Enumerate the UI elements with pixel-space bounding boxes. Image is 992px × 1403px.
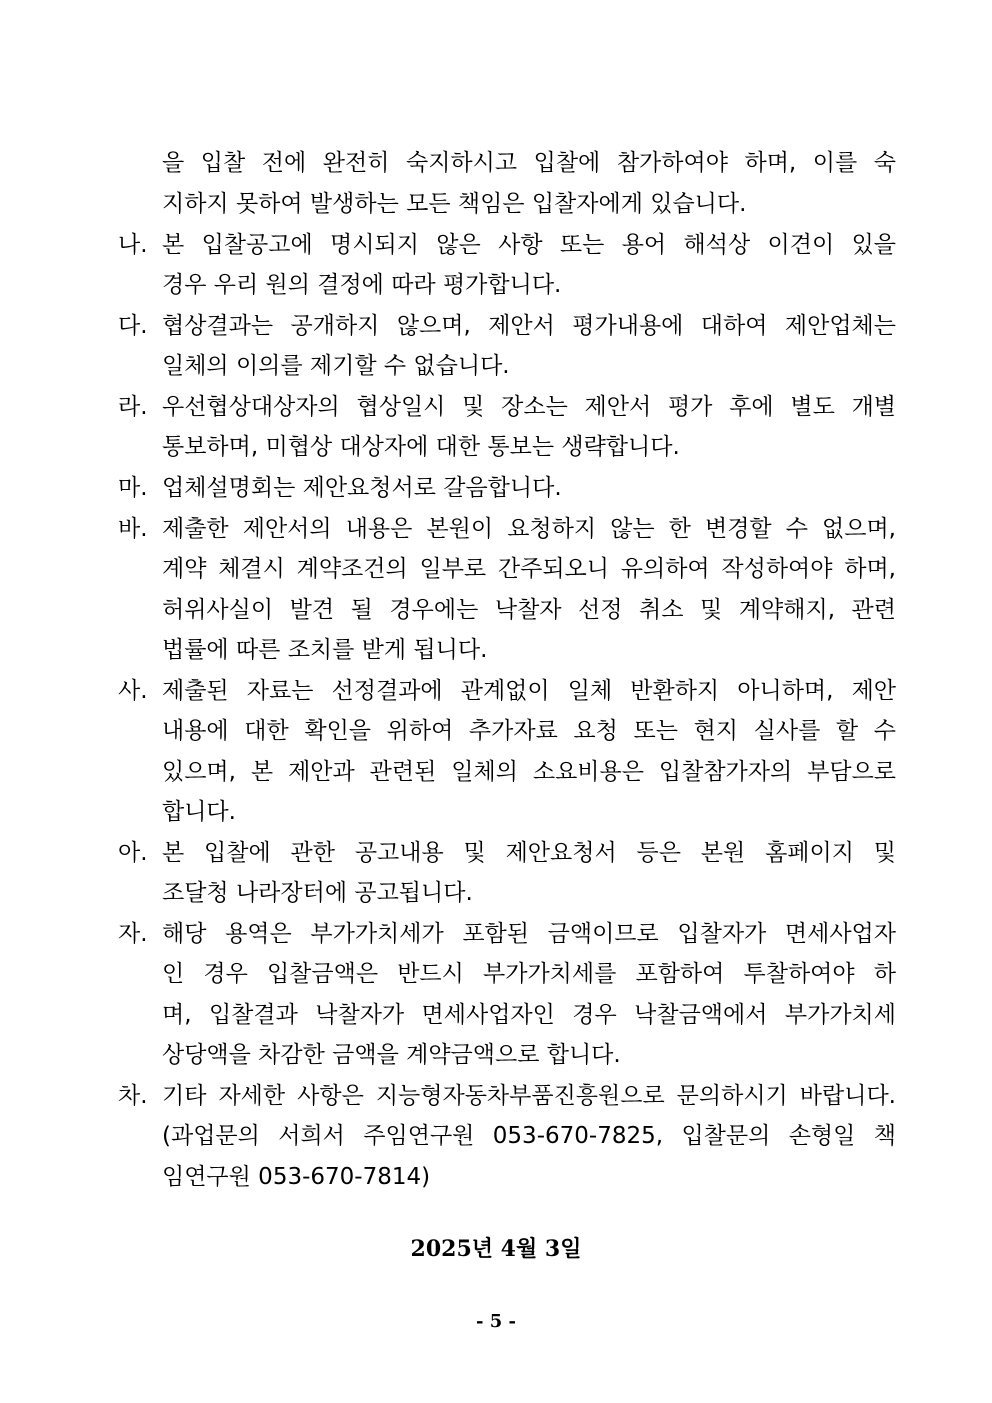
item-marker: 다. [118,313,148,339]
item-line: 임연구원 053-670-7814) [162,1164,431,1190]
item-marker: 마. [118,475,148,501]
item-line: 통보하며, 미협상 대상자에 대한 통보는 생략합니다. [162,434,680,460]
item-line: 우선협상대상자의 협상일시 및 장소는 제안서 평가 후에 별도 개별 [162,394,896,420]
item-line: 며, 입찰결과 낙찰자가 면세사업자인 경우 낙찰금액에서 부가가치세 [162,1002,896,1028]
item-marker: 사. [118,678,148,704]
item-marker: 아. [118,840,148,866]
item-marker: 나. [118,232,148,258]
item-line: 조달청 나라장터에 공고됩니다. [162,880,473,906]
document-date: 2025년 4월 3일 [410,1236,582,1262]
item-line: 본 입찰공고에 명시되지 않은 사항 또는 용어 해석상 이견이 있을 [162,232,896,258]
item-line: 인 경우 입찰금액은 반드시 부가가치세를 포함하여 투찰하여야 하 [162,961,896,987]
item-line: 제출된 자료는 선정결과에 관계없이 일체 반환하지 아니하며, 제안 [162,678,896,704]
item-marker: 차. [118,1083,148,1109]
item-marker: 라. [118,394,148,420]
item-line: 있으며, 본 제안과 관련된 일체의 소요비용은 입찰참가자의 부담으로 [162,759,896,785]
item-line: 경우 우리 원의 결정에 따라 평가합니다. [162,272,562,298]
item-line: 일체의 이의를 제기할 수 없습니다. [162,353,510,379]
item-line: 제출한 제안서의 내용은 본원이 요청하지 않는 한 변경할 수 없으며, [162,516,896,542]
item-line: 허위사실이 발견 될 경우에는 낙찰자 선정 취소 및 계약해지, 관련 [162,597,896,623]
item-line: 내용에 대한 확인을 위하여 추가자료 요청 또는 현지 실사를 할 수 [162,718,896,744]
item-line: 계약 체결시 계약조건의 일부로 간주되오니 유의하여 작성하여야 하며, [162,556,896,582]
item-line: 본 입찰에 관한 공고내용 및 제안요청서 등은 본원 홈페이지 및 [162,840,896,866]
page-number: - 5 - [476,1311,516,1332]
intro-line: 지하지 못하여 발생하는 모든 책임은 입찰자에게 있습니다. [162,191,747,217]
item-line: (과업문의 서희서 주임연구원 053-670-7825, 입찰문의 손형일 책 [162,1123,896,1149]
item-marker: 바. [118,516,148,542]
item-line: 법률에 따른 조치를 받게 됩니다. [162,637,488,663]
item-line: 기타 자세한 사항은 지능형자동차부품진흥원으로 문의하시기 바랍니다. [162,1083,896,1109]
item-marker: 자. [118,921,148,947]
item-line: 협상결과는 공개하지 않으며, 제안서 평가내용에 대하여 제안업체는 [162,313,896,339]
item-line: 해당 용역은 부가가치세가 포함된 금액이므로 입찰자가 면세사업자 [162,921,896,947]
intro-line: 을 입찰 전에 완전히 숙지하시고 입찰에 참가하여야 하며, 이를 숙 [162,150,896,176]
item-line: 업체설명회는 제안요청서로 갈음합니다. [162,475,562,501]
item-line: 합니다. [162,799,236,825]
item-line: 상당액을 차감한 금액을 계약금액으로 합니다. [162,1042,621,1068]
